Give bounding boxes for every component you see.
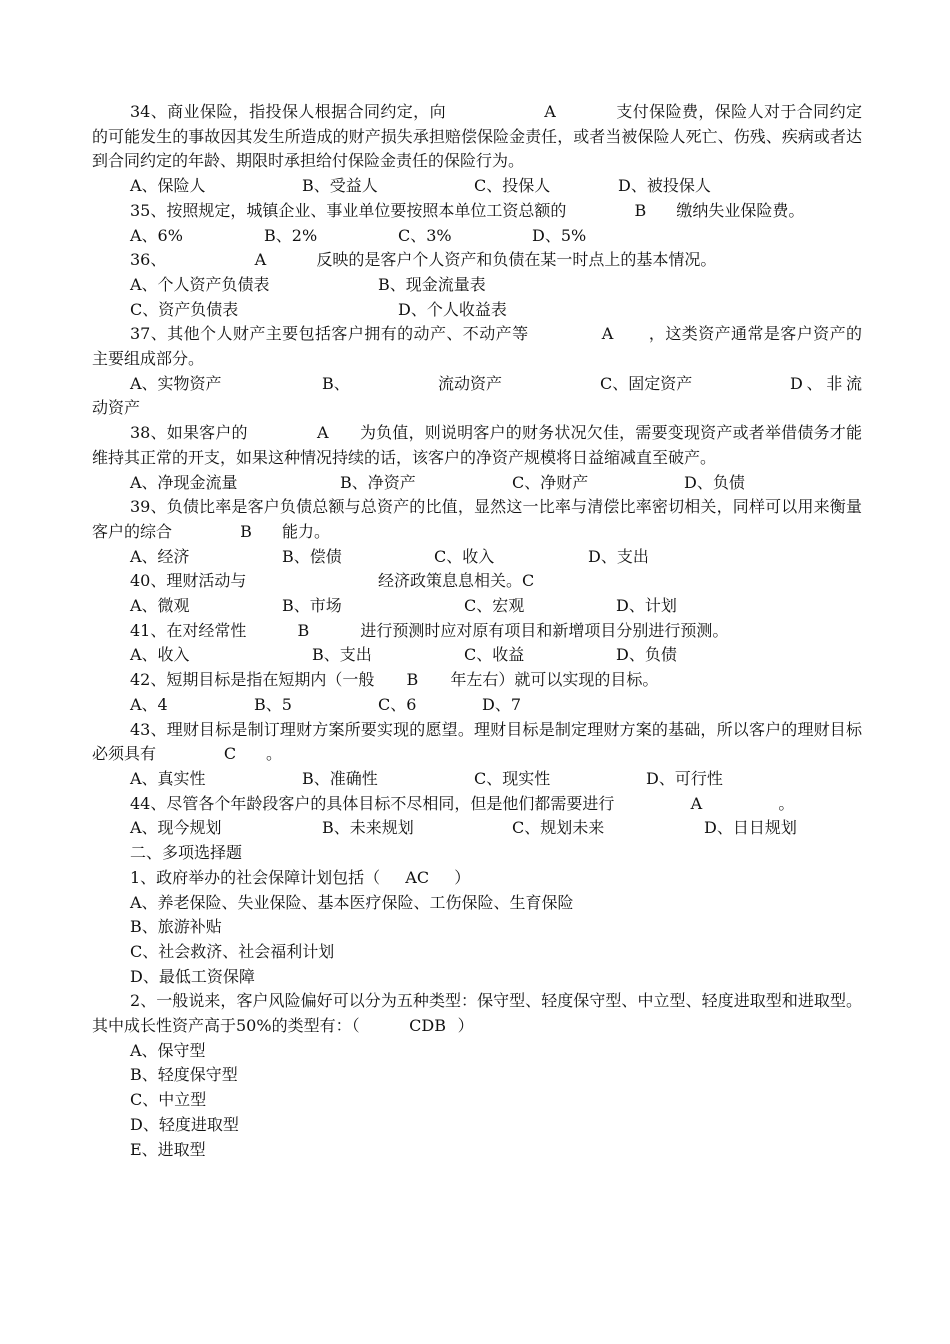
options-row [92, 174, 862, 199]
question-text: ） [454, 867, 471, 887]
option: 流动资产 [438, 373, 503, 393]
answer-blank: CDB [409, 1016, 446, 1036]
option: D、7 [482, 694, 522, 714]
question-text: 43、理财目标是制订理财方案所要实现的愿望。理财目标是制定理财方案的基础，所以客户的理财目标必须具有 [92, 719, 862, 764]
option: B、净资产 [340, 472, 416, 492]
option: A、经济 [130, 546, 190, 566]
question-39 [92, 495, 862, 544]
option: D、轻度进取型 [130, 1114, 239, 1134]
question-text: 39、负债比率是客户负债总额与总资产的比值，显然这一比率与清偿比率密切相关，同样可以用来衡量客户的综合 [92, 497, 862, 541]
option: A、微观 [130, 596, 190, 616]
question-text: 41、在对经常性 [130, 620, 247, 640]
question-text: 40、理财活动与 [130, 571, 247, 591]
options-row [92, 545, 862, 570]
question-text: ，这类资产通常是客户资产的主要组成部分。 [92, 324, 862, 369]
multi-question-2 [92, 989, 862, 1038]
option: D、最低工资保障 [130, 966, 255, 986]
option: A、真实性 [130, 768, 206, 788]
options-row [92, 273, 862, 298]
option: B、轻度保守型 [130, 1065, 238, 1085]
question-text: 42、短期目标是指在短期内（一般 [130, 670, 375, 690]
answer-blank: AC [405, 867, 430, 887]
option: B、未来规划 [322, 818, 414, 838]
answer-blank: B [297, 620, 310, 640]
option: C、规划未来 [512, 818, 605, 838]
option: E、进取型 [130, 1139, 206, 1159]
option: A、个人资产负债表 [130, 274, 270, 294]
option: A、保守型 [130, 1040, 206, 1060]
option: C、6 [378, 694, 417, 714]
option: B、现金流量表 [378, 274, 486, 294]
option: A、收入 [130, 645, 190, 665]
question-36 [92, 248, 862, 273]
options-row [92, 643, 862, 668]
option: D、被投保人 [618, 176, 711, 196]
option: B、2% [264, 225, 318, 245]
question-text: 37、其他个人财产主要包括客户拥有的动产、不动产等 [130, 324, 529, 344]
options-row [92, 594, 862, 619]
question-text: 1、政府举办的社会保障计划包括（ [130, 867, 381, 887]
question-text: 34、商业保险，指投保人根据合同约定，向 [130, 102, 446, 121]
question-text: 反映的是客户个人资产和负债在某一时点上的基本情况。 [316, 250, 717, 270]
option: D、负债 [684, 472, 745, 492]
question-44 [92, 792, 862, 817]
question-38 [92, 421, 862, 470]
question-text: 年左右）就可以实现的目标。 [450, 670, 659, 690]
question-text: 支付保险费，保险人对于合同约定的可能发生的事故因其发生所造成的财产损失承担赔偿保险金责任，或者当被保险人死亡、伤残、疾病或者达到合同约定的年龄、期限时承担给付保险金责任的保险行为。 [92, 102, 862, 171]
option: A、4 [130, 694, 168, 714]
option: A、实物资产 [130, 373, 222, 393]
question-34 [92, 100, 862, 174]
question-text: 。 [266, 744, 283, 764]
options-row [92, 372, 862, 421]
multi-question-1 [92, 866, 862, 891]
options-row [92, 767, 862, 792]
options-row [92, 471, 862, 496]
option: D、支出 [588, 546, 649, 566]
question-42 [92, 668, 862, 693]
option: D、可行性 [646, 768, 723, 788]
question-text: 2、一般说来，客户风险偏好可以分为五种类型：保守型、轻度保守型、中立型、轻度进取型和进取型。其中成长性资产高于50%的类型有：（ [92, 991, 862, 1036]
option: C、现实性 [474, 768, 551, 788]
option: B、准确性 [302, 768, 378, 788]
option: C、固定资产 [600, 373, 693, 393]
option: D、计划 [616, 596, 677, 616]
option: D、5% [532, 225, 587, 245]
options-row [92, 693, 862, 718]
question-text: 缴纳失业保险费。 [676, 200, 805, 220]
question-text: 经济政策息息相关。 [378, 571, 523, 591]
question-text: 38、如果客户的 [130, 423, 248, 443]
option: C、宏观 [464, 596, 525, 616]
option: A、现今规划 [130, 818, 222, 838]
option: D、负债 [616, 645, 677, 665]
answer-blank: A [544, 102, 556, 121]
question-37 [92, 322, 862, 371]
option: C、社会救济、社会福利计划 [130, 941, 335, 961]
question-41 [92, 619, 862, 644]
option: B、受益人 [302, 176, 378, 196]
option: D、日日规划 [704, 818, 797, 838]
option: C、收入 [434, 546, 495, 566]
question-35 [92, 199, 862, 224]
option: B、旅游补贴 [130, 917, 222, 937]
answer-blank: A [690, 793, 703, 813]
option: D、非流动资产 [92, 373, 862, 418]
option: A、保险人 [130, 176, 206, 196]
option: C、3% [398, 225, 452, 245]
option: D、个人收益表 [398, 299, 507, 319]
section-heading: 二、多项选择题 [130, 843, 243, 863]
option: B、支出 [312, 645, 372, 665]
answer-blank: A [254, 250, 267, 270]
question-text: 44、尽管各个年龄段客户的具体目标不尽相同，但是他们都需要进行 [130, 793, 615, 813]
question-text: 。 [778, 793, 795, 813]
answer-blank: B [240, 521, 252, 541]
option: C、投保人 [474, 176, 551, 196]
question-text: 35、按照规定，城镇企业、事业单位要按照本单位工资总额的 [130, 200, 567, 220]
answer-blank: A [601, 324, 614, 344]
option: A、养老保险、失业保险、基本医疗保险、工伤保险、生育保险 [130, 892, 574, 912]
options-row [92, 816, 862, 841]
answer-blank: A [316, 423, 329, 443]
options-row [92, 298, 862, 323]
options-row [92, 224, 862, 249]
document-body [92, 100, 862, 1162]
option: B、偿债 [282, 546, 342, 566]
answer-blank: B [634, 200, 647, 220]
question-43 [92, 718, 862, 767]
option: C、净财产 [512, 472, 589, 492]
option: A、净现金流量 [130, 472, 238, 492]
option: C、收益 [464, 645, 525, 665]
question-text: 36、 [130, 250, 167, 270]
option: B、市场 [282, 596, 342, 616]
question-text: 进行预测时应对原有项目和新增项目分别进行预测。 [360, 620, 729, 640]
option: B、 [322, 373, 350, 393]
answer: C [522, 571, 535, 591]
option: C、中立型 [130, 1090, 207, 1110]
option: B、5 [254, 694, 292, 714]
option: C、资产负债表 [130, 299, 239, 319]
question-text: ） [457, 1016, 474, 1036]
answer-blank: B [406, 670, 419, 690]
answer-blank: C [223, 744, 237, 764]
question-text: 为负值，则说明客户的财务状况欠佳，需要变现资产或者举借债务才能维持其正常的开支，如果这种情况持续的话，该客户的净资产规模将日益缩减直至破产。 [92, 423, 862, 467]
option: A、6% [130, 225, 183, 245]
question-text: 能力。 [282, 521, 331, 541]
question-40 [92, 569, 862, 594]
